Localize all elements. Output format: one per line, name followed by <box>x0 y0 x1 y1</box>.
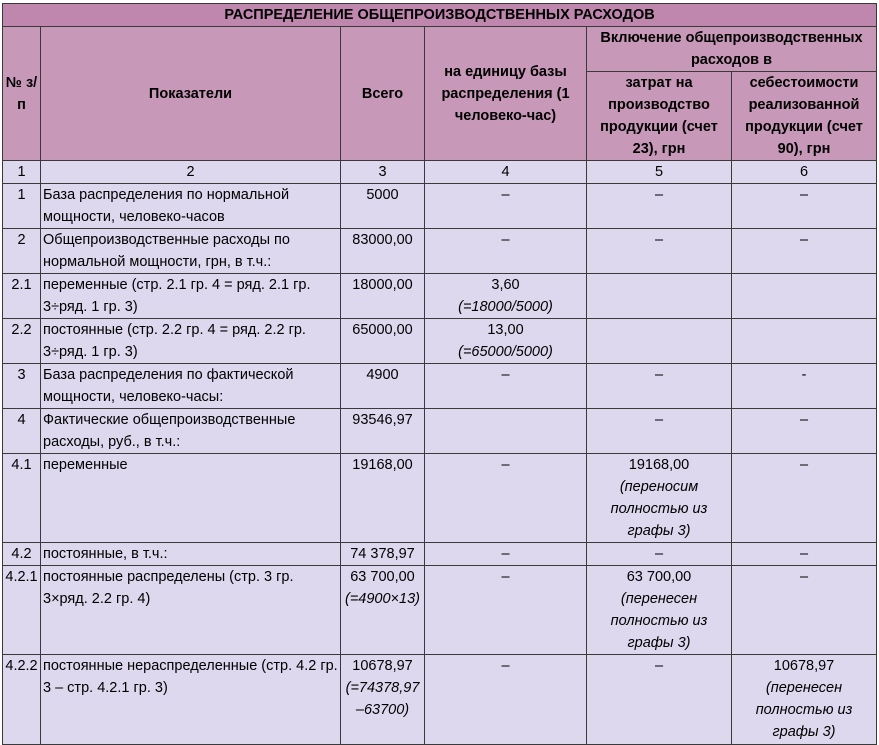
row-label: Общепроизводственные расходы по нормальной мощности, грн, в т.ч.: <box>41 229 341 274</box>
row-per-unit: – <box>425 543 587 566</box>
row-per-unit: – <box>425 184 587 229</box>
row-total: 18000,00 <box>341 274 425 319</box>
row-total: 19168,00 <box>341 454 425 543</box>
row-account-23: 19168,00 (переносим полностью из графы 3) <box>587 454 732 543</box>
row-number: 1 <box>3 184 41 229</box>
table-title: РАСПРЕДЕЛЕНИЕ ОБЩЕПРОИЗВОДСТВЕННЫХ РАСХОДОВ <box>3 4 877 27</box>
table-row <box>3 319 877 364</box>
header-total: Всего <box>341 27 425 161</box>
table-row <box>3 566 877 655</box>
row-label: Фактические общепроизводственные расходы, руб., в т.ч.: <box>41 409 341 454</box>
row-account-23: – <box>587 364 732 409</box>
column-number: 1 <box>3 161 41 184</box>
row-account-23: – <box>587 543 732 566</box>
row-number: 2 <box>3 229 41 274</box>
row-account-90: – <box>732 566 877 655</box>
row-total: 4900 <box>341 364 425 409</box>
row-account-90 <box>732 274 877 319</box>
row-total: 83000,00 <box>341 229 425 274</box>
row-account-90: - <box>732 364 877 409</box>
row-label: переменные (стр. 2.1 гр. 4 = ряд. 2.1 гр. 3÷ряд. 1 гр. 3) <box>41 274 341 319</box>
row-account-23: – <box>587 229 732 274</box>
column-number: 2 <box>41 161 341 184</box>
row-number: 2.1 <box>3 274 41 319</box>
table-row <box>3 229 877 274</box>
column-number: 4 <box>425 161 587 184</box>
row-label: постоянные, в т.ч.: <box>41 543 341 566</box>
row-account-23: – <box>587 184 732 229</box>
row-total: 93546,97 <box>341 409 425 454</box>
row-number: 4.1 <box>3 454 41 543</box>
row-label: База распределения по нормальной мощности, человеко-часов <box>41 184 341 229</box>
row-per-unit: – <box>425 655 587 745</box>
row-total: 74 378,97 <box>341 543 425 566</box>
row-per-unit: – <box>425 229 587 274</box>
row-total: 65000,00 <box>341 319 425 364</box>
column-numbers-row <box>3 161 877 184</box>
overhead-distribution-table <box>2 3 877 745</box>
column-number: 5 <box>587 161 732 184</box>
row-account-23 <box>587 274 732 319</box>
row-label: постоянные (стр. 2.2 гр. 4 = ряд. 2.2 гр. 3÷ряд. 1 гр. 3) <box>41 319 341 364</box>
row-number: 4.2 <box>3 543 41 566</box>
header-per-unit: на единицу базы распределения (1 человеко-час) <box>425 27 587 161</box>
row-account-90: – <box>732 229 877 274</box>
row-account-90: – <box>732 454 877 543</box>
row-account-90 <box>732 319 877 364</box>
table-row <box>3 655 877 745</box>
row-per-unit: – <box>425 364 587 409</box>
header-inclusion: Включение общепроизводственных расходов в <box>587 27 877 72</box>
row-total: 5000 <box>341 184 425 229</box>
header-num: № з/п <box>3 27 41 161</box>
row-account-90: – <box>732 543 877 566</box>
row-per-unit: – <box>425 566 587 655</box>
row-number: 4 <box>3 409 41 454</box>
table-row <box>3 184 877 229</box>
row-account-90: – <box>732 184 877 229</box>
table-row <box>3 274 877 319</box>
row-account-23: – <box>587 655 732 745</box>
row-per-unit: – <box>425 454 587 543</box>
table-row <box>3 364 877 409</box>
row-account-23: 63 700,00 (перенесен полностью из графы 3) <box>587 566 732 655</box>
row-account-23 <box>587 319 732 364</box>
header-cost-90: себестоимости реализованной продукции (счет 90), грн <box>732 72 877 161</box>
row-per-unit <box>425 409 587 454</box>
row-account-23: – <box>587 409 732 454</box>
column-number: 3 <box>341 161 425 184</box>
row-number: 2.2 <box>3 319 41 364</box>
row-label: переменные <box>41 454 341 543</box>
table-row <box>3 409 877 454</box>
row-total: 10678,97 (=74378,97 –63700) <box>341 655 425 745</box>
row-number: 3 <box>3 364 41 409</box>
row-number: 4.2.1 <box>3 566 41 655</box>
header-indicators: Показатели <box>41 27 341 161</box>
row-label: постоянные нераспределенные (стр. 4.2 гр. 3 – стр. 4.2.1 гр. 3) <box>41 655 341 745</box>
table-row <box>3 543 877 566</box>
row-label: База распределения по фактической мощности, человеко-часы: <box>41 364 341 409</box>
table-row <box>3 454 877 543</box>
row-total: 63 700,00 (=4900×13) <box>341 566 425 655</box>
row-per-unit: 3,60 (=18000/5000) <box>425 274 587 319</box>
column-number: 6 <box>732 161 877 184</box>
row-label: постоянные распределены (стр. 3 гр. 3×ряд. 2.2 гр. 4) <box>41 566 341 655</box>
header-costs-23: затрат на производство продукции (счет 23), грн <box>587 72 732 161</box>
row-account-90: 10678,97 (перенесен полностью из графы 3) <box>732 655 877 745</box>
row-per-unit: 13,00 (=65000/5000) <box>425 319 587 364</box>
row-number: 4.2.2 <box>3 655 41 745</box>
row-account-90: – <box>732 409 877 454</box>
